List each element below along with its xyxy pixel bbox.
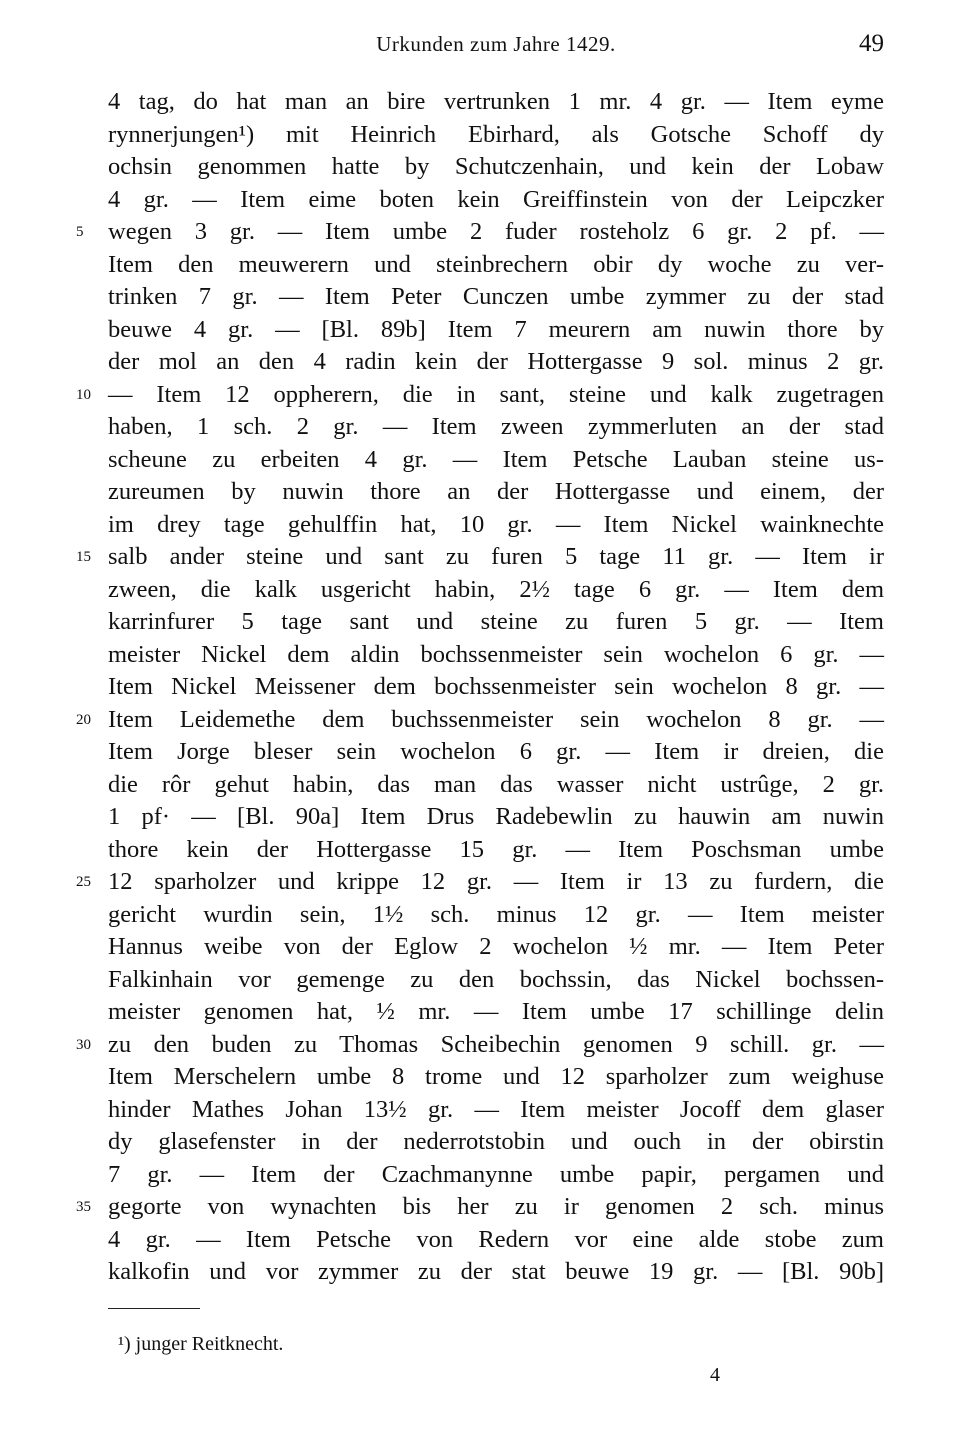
text-line [76,866,884,899]
text-line [108,606,884,639]
text-line [108,151,884,184]
line-text: 7 gr. — Item der Czachmanynne umbe papir, pergamen und [108,1160,884,1188]
line-text: — Item 12 oppherern, die in sant, steine und kalk zugetragen [108,380,884,408]
text-line [108,769,884,802]
text-line [76,541,884,574]
text-line [76,379,884,412]
line-text: 4 gr. — Item Petsche von Redern vor eine alde stobe zum [108,1225,884,1253]
line-text: meister genomen hat, ½ mr. — Item umbe 17 schillinge delin [108,998,884,1025]
line-number: 25 [76,874,91,890]
text-line [108,996,884,1029]
line-number: 5 [76,224,84,240]
line-text: haben, 1 sch. 2 gr. — Item zween zymmerluten an der stad [108,413,884,440]
line-number: 10 [76,386,91,403]
line-text: beuwe 4 gr. — [Bl. 89b] Item 7 meurern am nuwin thore by [108,315,884,343]
text-line [108,736,884,769]
text-line [76,704,884,737]
text-line [108,899,884,932]
text-line [108,1094,884,1127]
line-text: salb ander steine und sant zu furen 5 tage 11 gr. — Item ir [108,543,884,570]
text-line [108,671,884,704]
text-line [108,1126,884,1159]
line-number: 20 [76,711,91,728]
line-text: rynnerjungen¹) mit Heinrich Ebirhard, als Gotsche Schoff dy [108,120,884,148]
text-line [76,216,884,249]
line-number: 30 [76,1036,91,1053]
text-line [108,476,884,509]
text-line [108,1159,884,1192]
text-line [108,411,884,444]
line-text: zu den buden zu Thomas Scheibechin genomen 9 schill. gr. — [108,1030,884,1058]
line-text: thore kein der Hottergasse 15 gr. — Item Poschsman umbe [108,835,884,863]
line-text: zween, die kalk usgericht habin, 2½ tage 6 gr. — Item dem [108,575,884,603]
footnote: ¹) junger Reitknecht. [118,1333,284,1355]
text-line [108,639,884,672]
running-title: Urkunden zum Jahre 1429. [376,32,616,56]
text-line [108,184,884,217]
line-text: gericht wurdin sein, 1½ sch. minus 12 gr. — Item meister [108,900,884,928]
line-text: dy glasefenster in der nederrotstobin und ouch in der obirstin [108,1128,884,1155]
text-line [108,1224,884,1257]
line-text: kalkofin und vor zymmer zu der stat beuwe 19 gr. — [Bl. 90b] [108,1258,884,1285]
text-line [108,931,884,964]
line-text: Item Merschelern umbe 8 trome und 12 sparholzer zum weighuse [108,1063,884,1090]
text-line [76,1191,884,1224]
text-line [108,509,884,542]
line-text: gegorte von wynachten bis her zu ir genomen 2 sch. minus [108,1193,884,1220]
text-line [108,964,884,997]
signature-mark: 4 [710,1364,720,1386]
line-text: wegen 3 gr. — Item umbe 2 fuder rosteholz 6 gr. 2 pf. — [108,218,884,245]
text-line [108,444,884,477]
line-number: 35 [76,1199,91,1215]
line-number: 15 [76,549,91,565]
line-text: Item den meuwerern und steinbrechern obir dy woche zu ver- [108,250,884,278]
text-line [76,1029,884,1062]
text-line [108,249,884,282]
line-text: der mol an den 4 radin kein der Hottergasse 9 sol. minus 2 gr. [108,348,884,375]
text-line [108,346,884,379]
page-header [108,32,884,66]
line-text: ochsin genommen hatte by Schutczenhain, und kein der Lobaw [108,153,884,180]
line-text: die rôr gehut habin, das man das wasser nicht ustrûge, 2 gr. [108,770,884,798]
line-text: zureumen by nuwin thore an der Hottergasse und einem, der [108,478,884,505]
line-text: 4 gr. — Item eime boten kein Greiffinstein von der Leipczker [108,185,884,213]
line-text: hinder Mathes Johan 13½ gr. — Item meister Jocoff dem glaser [108,1095,884,1123]
line-text: Item Nickel Meissener dem bochssenmeister sein wochelon 8 gr. — [108,673,884,700]
text-line [108,281,884,314]
line-text: karrinfurer 5 tage sant und steine zu furen 5 gr. — Item [108,608,884,635]
line-text: trinken 7 gr. — Item Peter Cunczen umbe zymmer zu der stad [108,283,884,310]
line-text: Falkinhain vor gemenge zu den bochssin, das Nickel bochssen- [108,965,884,993]
line-text: im drey tage gehulffin hat, 10 gr. — Item Nickel wainknechte [108,510,884,538]
line-text: meister Nickel dem aldin bochssenmeister sein wochelon 6 gr. — [108,640,884,668]
text-line [108,1256,884,1289]
line-text: 1 pf· — [Bl. 90a] Item Drus Radebewlin zu hauwin am nuwin [108,803,884,830]
body-text [76,86,884,1289]
line-text: Hannus weibe von der Eglow 2 wochelon ½ mr. — Item Peter [108,933,884,960]
text-line [108,119,884,152]
line-text: Item Jorge bleser sein wochelon 6 gr. — Item ir dreien, die [108,738,884,765]
line-text: scheune zu erbeiten 4 gr. — Item Petsche Lauban steine us- [108,445,884,473]
text-line [108,86,884,119]
text-line [108,1061,884,1094]
line-text: 12 sparholzer und krippe 12 gr. — Item ir 13 zu furdern, die [108,868,884,895]
text-line [108,801,884,834]
text-line [108,834,884,867]
text-line [108,574,884,607]
text-line [108,314,884,347]
line-text: Item Leidemethe dem buchssenmeister sein wochelon 8 gr. — [108,705,884,733]
footnote-rule [108,1308,200,1309]
line-text: 4 tag, do hat man an bire vertrunken 1 mr. 4 gr. — Item eyme [108,88,884,115]
page-number: 49 [859,30,884,57]
